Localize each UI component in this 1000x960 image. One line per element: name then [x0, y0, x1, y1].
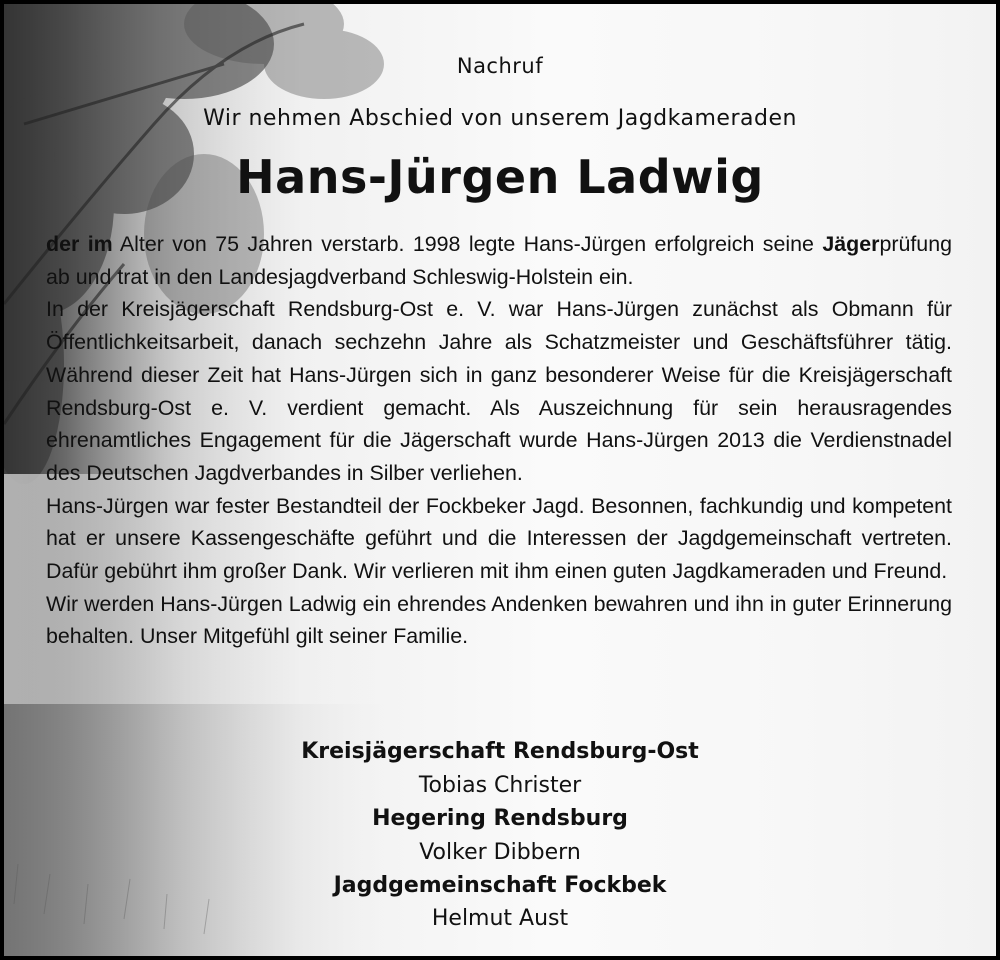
signature-person-2: Volker Dibbern — [419, 840, 581, 865]
paragraph-2: In der Kreisjägerschaft Rendsburg-Ost e. V. war Hans-Jürgen zunächst als Obmann für Öffentlichkeitsarbeit, danach sechzehn Jahre als Schatzmeister und Geschäftsführer tätig. Während dieser Zeit hat Hans-Jürgen sich in ganz besonderer Weise für die Kreisjägerschaft Rendsburg-Ost e. V. verdient gemacht. Als Auszeichnung für sein herausragendes ehrenamtliches Engagement für die Jägerschaft wurde Hans-Jürgen 2013 die Verdienstnadel des Deutschen Jagdverbandes in Silber verliehen. — [46, 297, 952, 485]
signature-org-3: Jagdgemeinschaft Fockbek — [333, 873, 667, 898]
paragraph-3: Hans-Jürgen war fester Bestandteil der Fockbeker Jagd. Besonnen, fachkundig und kompetent hat er unsere Kassengeschäfte geführt und die Interessen der Jagdgemeinschaft vertreten. Dafür gebührt ihm großer Dank. Wir verlieren mit ihm einen guten Jagdkameraden und Freund. — [46, 493, 952, 584]
paragraph-4: Wir werden Hans-Jürgen Ladwig ein ehrendes Andenken bewahren und ihn in guter Erinnerung behalten. Unser Mitgefühl gilt seiner Familie. — [46, 591, 952, 649]
signature-person-3: Helmut Aust — [431, 906, 569, 931]
notice-intro: Wir nehmen Abschied von unserem Jagdkameraden — [203, 106, 797, 131]
paragraph-1-lead: der im — [46, 232, 113, 256]
signature-person-1: Tobias Christer — [418, 773, 582, 798]
signature-org-2: Hegering Rendsburg — [372, 806, 628, 831]
signature-org-1: Kreisjägerschaft Rendsburg-Ost — [301, 739, 699, 764]
paragraph-1 — [46, 228, 952, 293]
deceased-name: Hans-Jürgen Ladwig — [236, 150, 764, 204]
paragraph-1-text-b: prüfung ab und trat in den Landesjagdverband Schleswig-Holstein ein. — [46, 232, 952, 289]
paragraph-1-bold-word: Jäger — [822, 232, 880, 256]
obituary-body — [46, 228, 952, 653]
notice-heading: Nachruf — [456, 54, 544, 78]
paragraph-1-text-a: Alter von 75 Jahren verstarb. 1998 legte Hans-Jürgen erfolgreich seine — [112, 232, 823, 256]
